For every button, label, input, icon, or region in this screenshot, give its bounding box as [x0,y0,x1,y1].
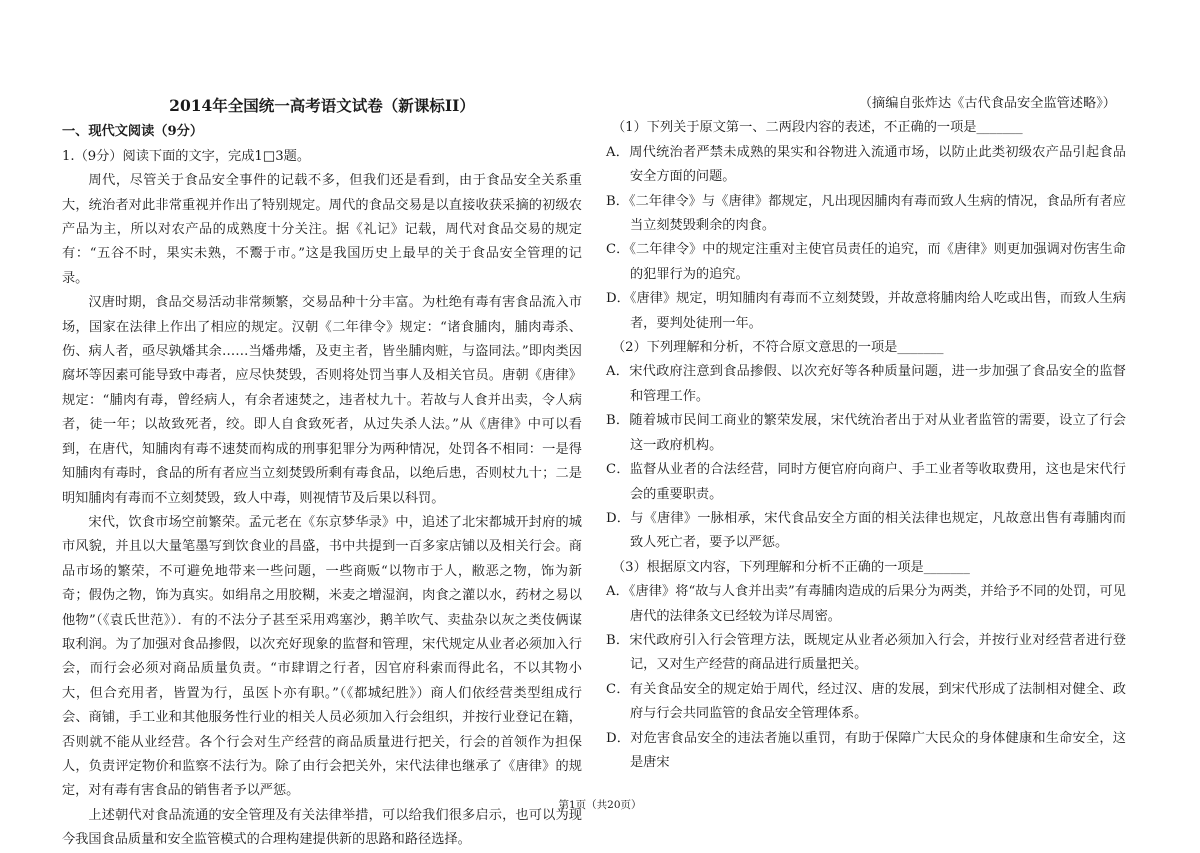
question-stem-1: （1）下列关于原文第一、二两段内容的表述，不正确的一项是_______ [612,120,1023,136]
option-3c: C．有关食品安全的规定始于周代，经过汉、唐的发展，到宋代形成了法制相对健全、政府与行会共同监管的食品安全管理体系。 [606,681,1126,722]
option-3b: B．宋代政府引入行会管理方法，既规定从业者必须加入行会，并按行业对经营者进行登记，又对生产经营的商品进行质量把关。 [606,632,1126,673]
question-intro: 1.（9分）阅读下面的文字，完成1□3题。 [62,148,311,164]
option-3a: A．《唐律》将“故与人食并出卖”有毒脯肉造成的后果分为两类，并给予不同的处罚，可见唐代的法律条文已经较为详尽周密。 [606,584,1126,624]
option-3d: D．对危害食品安全的违法者施以重罚，有助于保障广大民众的身体健康和生命安全，这是唐宋 [606,730,1126,770]
option-2a: A．宋代政府注意到食品掺假、以次充好等各种质量问题，进一步加强了食品安全的监督和管理工作。 [606,364,1126,404]
passage-paragraph-1: 周代，尽管关于食品安全事件的记载不多，但我们还是看到，由于食品安全关系重大，统治者对此非常重视并作出了特别规定。周代的食品交易是以直接收获采摘的初级农产品为主，所以对农产品的成熟度十分关注。据《礼记》记载，周代对食品交易的规定有：“五谷不时，果实未熟，不鬻于市。”这是我国历史上最早的关于食品安全管理的记录。 [62,173,582,286]
option-1b: B．《二年律令》与《唐律》都规定，凡出现因脯肉有毒而致人生病的情况，食品所有者应当立刻焚毁剩余的肉食。 [606,193,1126,234]
option-2c: C．监督从业者的合法经营，同时方便官府向商户、手工业者等收取费用，这也是宋代行会的重要职责。 [606,462,1126,502]
passage-paragraph-2: 汉唐时期，食品交易活动非常频繁，交易品种十分丰富。为杜绝有毒有害食品流入市场，国家在法律上作出了相应的规定。汉朝《二年律令》规定：“诸食脯肉，脯肉毒杀、伤、病人者，亟尽孰燔其余……当燔弗燔，及吏主者，皆坐脯肉赃，与盗同法。”即肉类因腐坏等因素可能导致中毒者，应尽快焚毁，否则将处罚当事人及相关官员。唐朝《唐律》规定：“脯肉有毒，曾经病人，有余者速焚之，违者杖九十。若故与人食并出卖，令人病者，徒一年；以故致死者，绞。即人自食致死者，从过失杀人法。”从《唐律》中可以看到，在唐代，知脯肉有毒不速焚而构成的刑事犯罪分为两种情况，处罚各不相同：一是得知脯肉有毒时，食品的所有者应当立刻焚毁所剩有毒食品，以绝后患，否则杖九十；二是明知脯肉有毒而不立刻焚毁，致人中毒，则视情节及后果以科罚。 [62,295,582,506]
question-stem-2: （2）下列理解和分析，不符合原文意思的一项是_______ [612,340,944,356]
option-2b: B．随着城市民间工商业的繁荣发展，宋代统治者出于对从业者监管的需要，设立了行会这一政府机构。 [606,413,1126,453]
section-heading: 一、现代文阅读（9分） [62,124,204,140]
passage-paragraph-3: 宋代，饮食市场空前繁荣。孟元老在《东京梦华录》中，追述了北宋都城开封府的城市风貌，并且以大量笔墨写到饮食业的昌盛，书中共提到一百多家店铺以及相关行会。商品市场的繁荣，不可避免地带来一些问题，一些商贩“以物市于人，敝恶之物，饰为新奇；假伪之物，饰为真实。如绢帛之用胶糊，米麦之增湿润，肉食之灌以水，药材之易以他物”（《袁氏世范》）．有的不法分子甚至采用鸡塞沙，鹅羊吹气、卖盐杂以灰之类伎俩谋取利润。为了加强对食品掺假，以次充好现象的监督和管理，宋代规定从业者必须加入行会，而行会必须对商品质量负责。“市肆谓之行者，因官府科索而得此名，不以其物小大，但合充用者，皆置为行，虽医卜亦有职。”（《都城纪胜》）商人们依经营类型组成行会、商铺，手工业和其他服务性行业的相关人员必须加入行会组织，并按行业登记在籍，否则就不能从业经营。各个行会对生产经营的商品质量进行把关，行会的首领作为担保人，负责评定物价和监察不法行为。除了由行会把关外，宋代法律也继承了《唐律》的规定，对有毒有害食品的销售者予以严惩。 [62,514,582,799]
option-1d: D．《唐律》规定，明知脯肉有毒而不立刻焚毁，并故意将脯肉给人吃或出售，而致人生病者，要判处徒刑一年。 [606,291,1126,331]
left-column [62,92,582,853]
option-2d: D．与《唐律》一脉相承，宋代食品安全方面的相关法律也规定，凡故意出售有毒脯肉而致人死亡者，要予以严惩。 [606,510,1126,551]
page-footer: 第1页（共20页） [558,799,642,811]
right-column [606,92,1126,775]
question-stem-3: （3）根据原文内容，下列理解和分析不正确的一项是_______ [612,559,970,575]
passage-source: （摘编自张炸达《古代食品安全监管述略》） [858,96,1116,111]
option-1c: C．《二年律令》中的规定注重对主使官员责任的追究，而《唐律》则更加强调对伤害生命的犯罪行为的追究。 [606,242,1126,282]
passage-paragraph-4: 上述朝代对食品流通的安全管理及有关法律举措，可以给我们很多启示，也可以为现今我国食品质量和安全监管模式的合理构建提供新的思路和路径选择。 [62,807,582,848]
option-1a: A．周代统治者严禁未成熟的果实和谷物进入流通市场，以防止此类初级农产品引起食品安全方面的问题。 [606,144,1126,185]
page-title: 2014年全国统一高考语文试卷（新课标II） [169,96,475,115]
